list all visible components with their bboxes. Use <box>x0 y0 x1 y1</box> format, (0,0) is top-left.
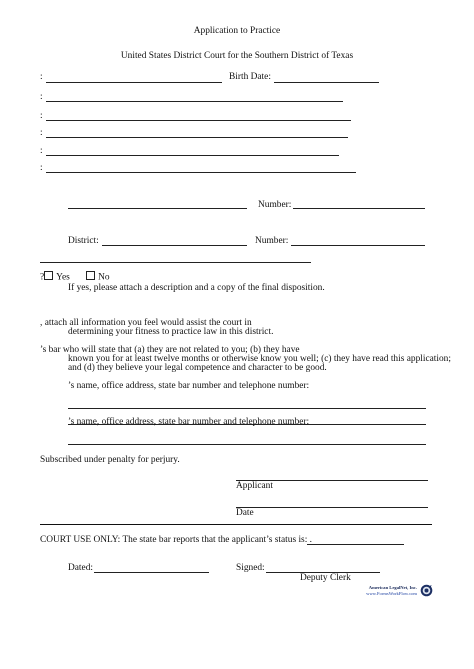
attach-line-2: determining your fitness to practice law in this district. <box>68 327 274 337</box>
bar-line-1[interactable] <box>68 208 247 209</box>
field-6-prefix: : <box>40 163 43 173</box>
date-signature-line[interactable] <box>236 507 428 508</box>
number-line-1[interactable] <box>293 208 425 209</box>
dated-label: Dated: <box>68 563 93 573</box>
date-label: Date <box>236 508 254 518</box>
if-yes-note: If yes, please attach a description and a copy of the final disposition. <box>68 283 325 293</box>
penalty-statement: Subscribed under penalty for perjury. <box>40 455 180 465</box>
name-field-line[interactable] <box>46 82 222 83</box>
attach-line-1: , attach all information you feel would assist the court in <box>40 318 252 328</box>
field-2-line[interactable] <box>46 101 343 102</box>
field-2-prefix: : <box>40 92 43 102</box>
reference-1-label: ’s name, office address, state bar number and telephone number: <box>68 381 310 391</box>
question-yes-no <box>40 271 110 284</box>
extra-line[interactable] <box>40 262 311 263</box>
deputy-clerk-label: Deputy Clerk <box>300 573 351 583</box>
logo-name: American LegalNet, Inc. <box>368 585 417 590</box>
district-label: District: <box>68 236 99 246</box>
question-prefix: ? <box>40 272 45 283</box>
reference-2-label: ’s name, office address, state bar number and telephone number: <box>68 417 310 427</box>
field-4-prefix: : <box>40 128 43 138</box>
applicant-label: Applicant <box>236 481 273 491</box>
number-label-1: Number: <box>258 200 292 210</box>
references-line-2: known you for at least twelve months or otherwise know you well; (c) they have read this application; <box>68 354 451 364</box>
form-title: Application to Practice <box>193 26 281 36</box>
court-use-text: COURT USE ONLY: The state bar reports that the applicant’s status is: . <box>40 535 312 545</box>
field-3-line[interactable] <box>46 120 351 121</box>
publisher-logo <box>357 582 433 600</box>
dated-line[interactable] <box>94 572 209 573</box>
no-checkbox[interactable] <box>86 271 95 280</box>
reference-2-line[interactable] <box>68 444 426 445</box>
birth-date-line[interactable] <box>274 82 379 83</box>
field-5-prefix: : <box>40 146 43 156</box>
section-divider <box>40 524 432 525</box>
field-6-line[interactable] <box>46 172 356 173</box>
reference-1-line-a[interactable] <box>68 408 426 409</box>
form-subtitle: United States District Court for the Southern District of Texas <box>120 51 354 61</box>
signed-label: Signed: <box>236 563 265 573</box>
logo-url: www.FormsWorkFlow.com <box>366 591 417 596</box>
field-3-prefix: : <box>40 111 43 121</box>
globe-icon <box>420 584 433 597</box>
references-line-3: and (d) they believe your legal competence and character to be good. <box>68 363 327 373</box>
field-5-line[interactable] <box>46 155 339 156</box>
number-label-2: Number: <box>255 236 289 246</box>
number-line-2[interactable] <box>291 245 425 246</box>
birth-date-label: Birth Date: <box>229 72 271 82</box>
no-label: No <box>98 272 110 283</box>
status-line[interactable] <box>307 544 404 545</box>
district-line[interactable] <box>102 245 247 246</box>
name-field-prefix: : <box>40 72 43 82</box>
yes-checkbox[interactable] <box>44 271 53 280</box>
field-4-line[interactable] <box>46 137 348 138</box>
references-line-1: ’s bar who will state that (a) they are not related to you; (b) they have <box>40 345 300 355</box>
yes-label: Yes <box>56 272 70 283</box>
